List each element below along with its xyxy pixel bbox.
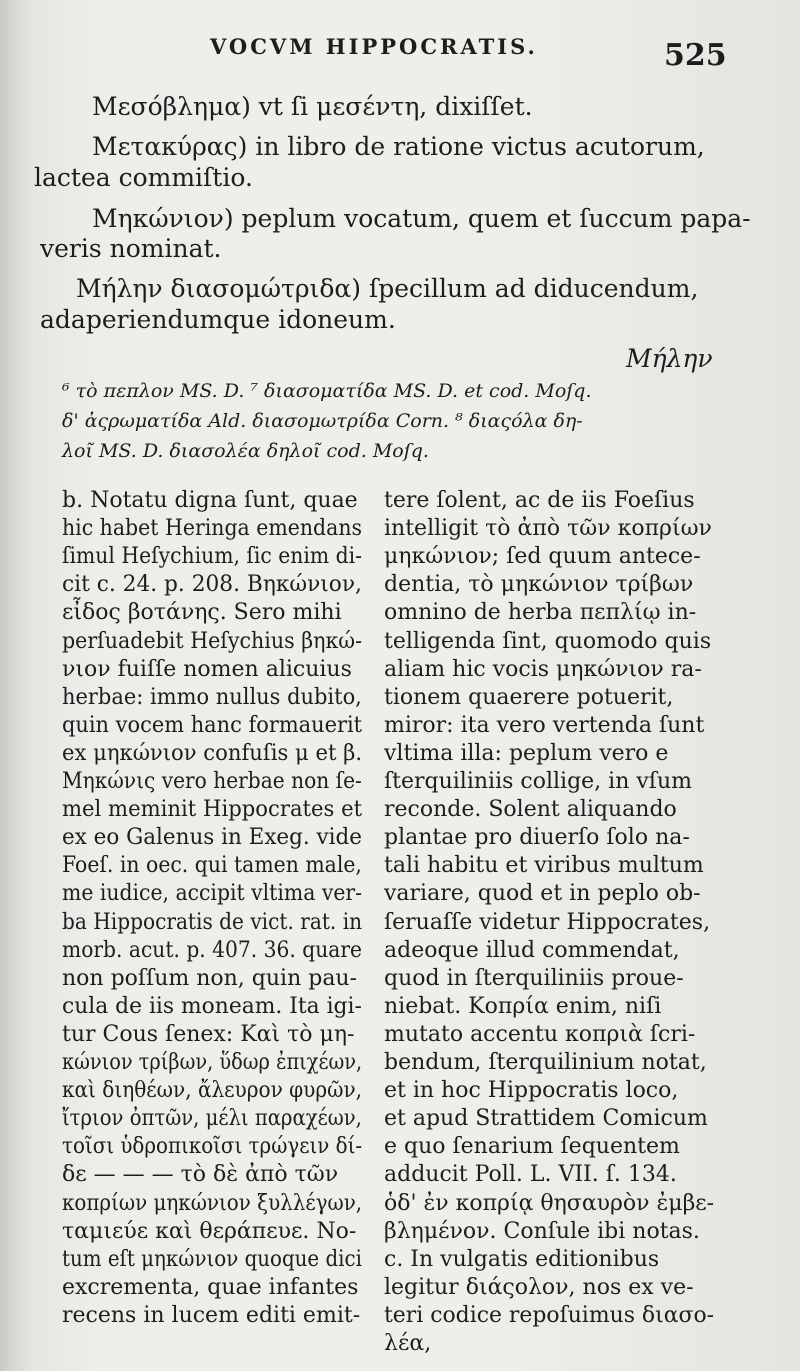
commentary-line: hic habet Heringa emendans bbox=[62, 516, 363, 542]
commentary-line: νιον fuiſſe nomen alicuius bbox=[62, 656, 352, 682]
commentary-line: variare, quod et in peplo ob- bbox=[384, 881, 701, 907]
main-text-line: veris nominat. bbox=[40, 234, 222, 263]
commentary-line: me iudice, accipit vltima ver- bbox=[62, 881, 363, 907]
running-title: VOCVM HIPPOCRATIS. bbox=[210, 34, 538, 59]
footnote-line: ⁶ τὸ πεπλον MS. D. ⁷ διασοματίδα MS. D. et cod. Moſq. bbox=[62, 380, 592, 402]
commentary-line: non poſſum non, quin pau- bbox=[62, 965, 358, 991]
commentary-line: cit c. 24. p. 208. Βηκώνιον, bbox=[62, 572, 362, 598]
commentary-line: ἴτριον ὀπτῶν, μέλι παραχέων, bbox=[62, 1106, 362, 1132]
commentary-line: ex μηκώνιον confuſis μ et β. bbox=[62, 740, 363, 766]
commentary-line: tum eſt μηκώνιον quoque dici bbox=[62, 1246, 362, 1272]
commentary-line: adeoque illud commendat, bbox=[384, 937, 680, 963]
commentary-line: ba Hippocratis de vict. rat. in bbox=[62, 909, 363, 935]
commentary-line: κώνιον τρίβων, ὕδωρ ἐπιχέων, bbox=[62, 1050, 363, 1075]
commentary-line: ὁδ' ἐν κοπρίᾳ θησαυρὸν ἐμβε- bbox=[384, 1190, 715, 1216]
commentary-line: recens in lucem editi emit- bbox=[62, 1302, 361, 1328]
commentary-line: dentia, τὸ μηκώνιον τρίβων bbox=[384, 572, 694, 598]
commentary-line: tur Cous ſenex: Καὶ τὸ μη- bbox=[62, 1021, 355, 1047]
page-spine-shadow bbox=[0, 0, 34, 1371]
page-number: 525 bbox=[664, 38, 727, 73]
commentary-line: tali habitu et viribus multum bbox=[384, 853, 704, 879]
commentary-line: ταμιεύε καὶ θεράπευε. No- bbox=[62, 1218, 357, 1244]
commentary-line: adducit Poll. L. VII. ſ. 134. bbox=[384, 1162, 677, 1188]
commentary-line: δε — — — τὸ δὲ ἀπὸ τῶν bbox=[62, 1162, 339, 1188]
commentary-line: quin vocem hanc formauerit bbox=[62, 712, 363, 738]
commentary-line: reconde. Solent aliquando bbox=[384, 797, 677, 823]
commentary-line: εἶδος βοτάνης. Sero mihi bbox=[62, 600, 342, 626]
commentary-line: quod in ſterquiliniis proue- bbox=[384, 965, 684, 991]
commentary-line: b. Notatu digna ſunt, quae bbox=[62, 488, 358, 513]
commentary-line: cula de iis moneam. Ita igi- bbox=[62, 993, 362, 1019]
main-text-line: lactea commiſtio. bbox=[34, 163, 253, 192]
commentary-line: excrementa, quae infantes bbox=[62, 1274, 359, 1300]
commentary-line: λέα, bbox=[384, 1331, 432, 1356]
commentary-line: mutato accentu κοπριὰ ſcri- bbox=[384, 1021, 696, 1047]
commentary-line: καὶ διηθέων, ἄλευρον φυρῶν, bbox=[62, 1078, 363, 1104]
main-text-line: Μήλην διασομώτριδα) ſpecillum ad diducendum, bbox=[76, 274, 699, 303]
commentary-line: intelligit τὸ ἀπὸ τῶν κοπρίων bbox=[384, 516, 712, 542]
commentary-line: niebat. Κοπρία enim, niſi bbox=[384, 993, 662, 1019]
main-text-line: Μεσόβλημα) vt ſi μεσέντη, dixiſſet. bbox=[92, 92, 533, 121]
commentary-line: e quo ſenarium ſequentem bbox=[384, 1134, 680, 1160]
commentary-line: omnino de herba πεπλίῳ in- bbox=[384, 600, 697, 626]
commentary-line: vltima illa: peplum vero e bbox=[384, 740, 669, 766]
commentary-line: βλημένον. Conſule ibi notas. bbox=[384, 1218, 700, 1244]
commentary-line: κοπρίων μηκώνιον ξυλλέγων, bbox=[62, 1190, 363, 1216]
commentary-line: ex eo Galenus in Exeg. vide bbox=[62, 825, 362, 851]
commentary-line: tere ſolent, ac de iis Foeſius bbox=[384, 488, 695, 513]
commentary-line: herbae: immo nullus dubito, bbox=[62, 684, 362, 710]
commentary-line: miror: ita vero vertenda ſunt bbox=[384, 712, 705, 738]
catchword: Μήλην bbox=[626, 344, 713, 373]
commentary-line: Μηκώνις vero herbae non ſe- bbox=[62, 769, 362, 794]
main-text-line: Μηκώνιον) peplum vocatum, quem et ſuccum papa- bbox=[92, 204, 751, 233]
main-text-line: adaperiendumque idoneum. bbox=[40, 305, 396, 334]
commentary-line: tionem quaerere potuerit, bbox=[384, 684, 674, 710]
commentary-line: telligenda ſint, quomodo quis bbox=[384, 628, 712, 654]
commentary-line: et apud Strattidem Comicum bbox=[384, 1106, 708, 1132]
commentary-line: μηκώνιον; ſed quum antece- bbox=[384, 544, 701, 570]
commentary-line: teri codice repoſuimus διασο- bbox=[384, 1302, 715, 1328]
commentary-line: perſuadebit Heſychius βηκώ- bbox=[62, 628, 363, 654]
main-text-line: Μετακύρας) in libro de ratione victus acutorum, bbox=[92, 132, 705, 161]
commentary-line: bendum, ſterquilinium notat, bbox=[384, 1050, 707, 1075]
commentary-line: ſimul Heſychium, ſic enim di- bbox=[62, 544, 363, 570]
commentary-line: aliam hic vocis μηκώνιον ra- bbox=[384, 656, 702, 682]
commentary-line: ſterquiliniis collige, in vſum bbox=[384, 769, 692, 794]
commentary-line: Foeſ. in oec. qui tamen male, bbox=[62, 853, 362, 879]
commentary-line: ſeruaſſe videtur Hippocrates, bbox=[384, 909, 711, 935]
commentary-line: legitur διάςολον, nos ex ve- bbox=[384, 1274, 694, 1300]
commentary-line: mel meminit Hippocrates et bbox=[62, 797, 363, 823]
commentary-line: et in hoc Hippocratis loco, bbox=[384, 1078, 679, 1104]
commentary-line: morb. acut. p. 407. 36. quare bbox=[62, 937, 362, 963]
footnote-line: δ' ἀςρωματίδα Ald. διασομωτρίδα Corn. ⁸ διαςόλα δη- bbox=[62, 410, 583, 432]
commentary-line: τοῖσι ὑδροπικοῖσι τρώγειν δί- bbox=[62, 1134, 363, 1160]
commentary-line: c. In vulgatis editionibus bbox=[384, 1246, 660, 1272]
commentary-line: plantae pro diuerſo ſolo na- bbox=[384, 825, 690, 851]
footnote-line: λοῖ MS. D. διασολέα δηλοῖ cod. Moſq. bbox=[62, 440, 429, 462]
